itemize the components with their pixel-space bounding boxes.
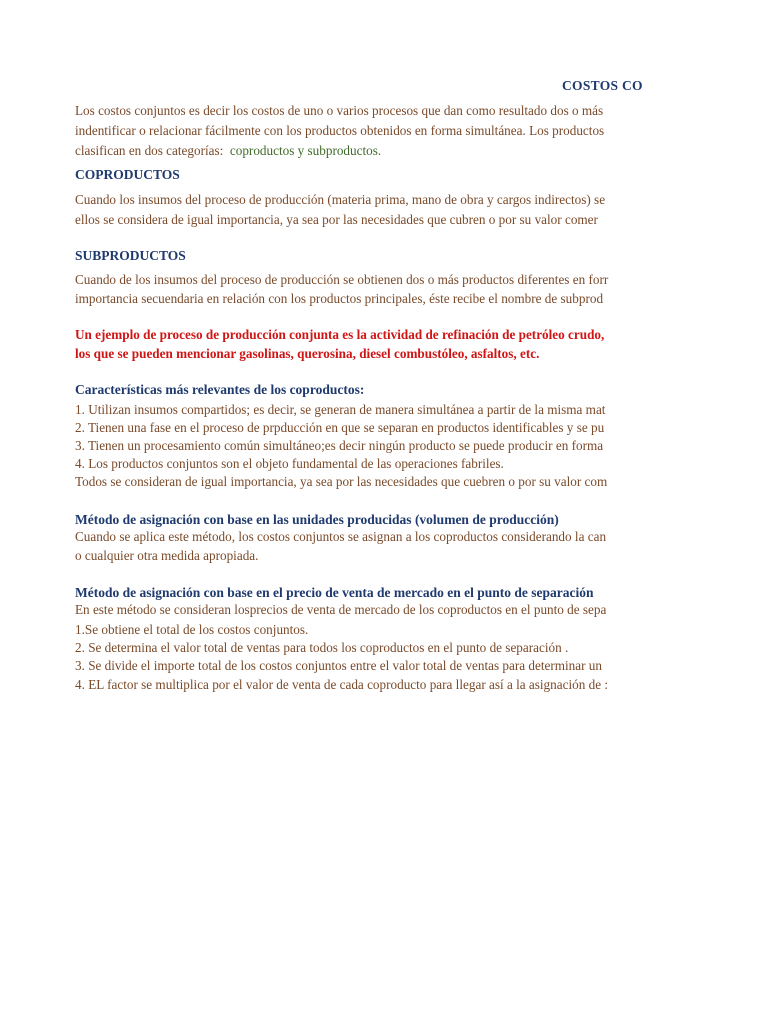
caracteristicas-item: 2. Tienen una fase en el proceso de prpducción en que se separan en productos identificables y se pu bbox=[75, 420, 605, 435]
metodo-precio-heading: Método de asignación con base en el precio de venta de mercado en el punto de separación bbox=[75, 585, 594, 600]
metodo-precio-item: 1.Se obtiene el total de los costos conjuntos. bbox=[75, 622, 309, 637]
metodo-precio-item: 2. Se determina el valor total de ventas para todos los coproductos en el punto de separación . bbox=[75, 640, 569, 655]
coproductos-line-2: ellos se considera de igual importancia, ya sea por las necesidades que cubren o por su valor comer bbox=[75, 212, 598, 227]
metodo-precio-item: 3. Se divide el importe total de los costos conjuntos entre el valor total de ventas para determinar un bbox=[75, 658, 602, 673]
subproductos-line-2: importancia secuendaria en relación con los productos principales, éste recibe el nombre de subprod bbox=[75, 291, 604, 306]
caracteristicas-heading: Características más relevantes de los coproductos: bbox=[75, 382, 365, 397]
subproductos-heading: SUBPRODUCTOS bbox=[75, 248, 186, 263]
intro-line-3 bbox=[75, 143, 381, 159]
intro-categories-terms: coproductos y subproductos bbox=[229, 143, 378, 158]
metodo-unidades-line-1: Cuando se aplica este método, los costos conjuntos se asignan a los coproductos considerando la can bbox=[75, 529, 607, 544]
intro-line-3-suffix: . bbox=[377, 143, 382, 158]
intro-line-2: indentificar o relacionar fácilmente con los productos obtenidos en forma simultánea. Los productos bbox=[75, 123, 605, 138]
subproductos-line-1: Cuando de los insumos del proceso de producción se obtienen dos o más productos diferentes en forr bbox=[75, 272, 609, 287]
metodo-precio-item: En este método se consideran losprecios de venta de mercado de los coproductos en el punto de sepa bbox=[75, 602, 607, 617]
metodo-unidades-line-2: o cualquier otra medida apropiada. bbox=[75, 548, 259, 563]
example-line-1: Un ejemplo de proceso de producción conjunta es la actividad de refinación de petróleo crudo, bbox=[75, 327, 605, 342]
intro-line-3-prefix: clasifican en dos categorías: bbox=[75, 143, 224, 158]
metodo-unidades-heading: Método de asignación con base en las unidades producidas (volumen de producción) bbox=[75, 512, 559, 527]
coproductos-heading: COPRODUCTOS bbox=[75, 167, 180, 182]
caracteristicas-item: 4. Los productos conjuntos son el objeto fundamental de las operaciones fabriles. bbox=[75, 456, 504, 471]
page-title: COSTOS CO bbox=[562, 78, 643, 93]
coproductos-line-1: Cuando los insumos del proceso de producción (materia prima, mano de obra y cargos indirectos) se bbox=[75, 192, 606, 207]
caracteristicas-item: 3. Tienen un procesamiento común simultáneo;es decir ningún producto se puede producir en forma bbox=[75, 438, 604, 453]
metodo-precio-item: 4. EL factor se multiplica por el valor de venta de cada coproducto para llegar así a la asignación de : bbox=[75, 677, 609, 692]
caracteristicas-note: Todos se consideran de igual importancia, ya sea por las necesidades que cuebren o por su valor com bbox=[75, 474, 608, 489]
caracteristicas-item: 1. Utilizan insumos compartidos; es decir, se generan de manera simultánea a partir de la misma mat bbox=[75, 402, 606, 417]
intro-line-1: Los costos conjuntos es decir los costos de uno o varios procesos que dan como resultado dos o más bbox=[75, 103, 604, 118]
example-line-2: los que se pueden mencionar gasolinas, querosina, diesel combustóleo, asfaltos, etc. bbox=[75, 346, 540, 361]
